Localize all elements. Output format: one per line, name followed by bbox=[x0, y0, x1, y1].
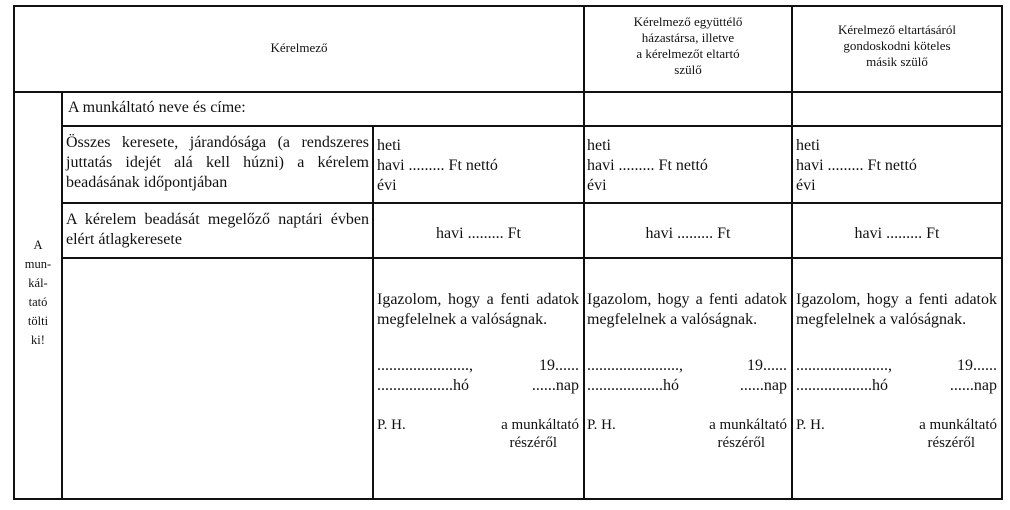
certification-spouse: Igazolom, hogy a fenti adatok megfelelnek a valóságnak. ......................., 19...... ...................hó ......nap P. H. a munkáltató részéről bbox=[587, 291, 787, 451]
average-applicant: havi ......... Ft bbox=[436, 225, 521, 242]
row-divider bbox=[13, 91, 1003, 93]
earnings-spouse: heti havi ......... Ft nettó évi bbox=[587, 137, 708, 194]
row-divider bbox=[61, 257, 1003, 259]
side-label-employer-fills: A mun- kál- tató tölti ki! bbox=[24, 238, 52, 347]
header-other-parent: Kérelmező eltartásáról gondoskodni köteles másik szülő bbox=[837, 22, 956, 69]
date-line-2: ...................hó ......nap bbox=[796, 377, 997, 394]
date-line-2: ...................hó ......nap bbox=[587, 377, 787, 394]
average-spouse: havi ......... Ft bbox=[645, 225, 731, 242]
stamp-line: P. H. a munkáltató bbox=[796, 417, 997, 433]
average-earnings-label: A kérelem beadását megelőző naptári évben elért átlagkeresete bbox=[66, 211, 369, 248]
date-line: ......................., 19...... bbox=[587, 357, 787, 374]
certification-applicant: Igazolom, hogy a fenti adatok megfelelnek a valóságnak. ......................., 19...... ...................hó ......nap P. H. a munkáltató részéről bbox=[377, 291, 579, 451]
stamp-line: P. H. a munkáltató bbox=[377, 417, 579, 433]
column-divider bbox=[791, 5, 793, 500]
row-divider bbox=[61, 125, 1003, 127]
employer-name-label: A munkáltató neve és címe: bbox=[68, 99, 246, 116]
header-spouse: Kérelmező együttélő házastársa, illetve a kérelmezőt eltartó szülő bbox=[633, 14, 743, 77]
row-divider bbox=[61, 202, 1003, 204]
column-divider bbox=[61, 91, 63, 500]
header-applicant: Kérelmező bbox=[270, 40, 328, 55]
column-divider bbox=[583, 5, 585, 500]
certification-other-parent: Igazolom, hogy a fenti adatok megfelelnek a valóságnak. ......................., 19...... ...................hó ......nap P. H. a munkáltató részéről bbox=[796, 291, 997, 451]
earnings-label: Összes keresete, járandósága (a rendszeres juttatás idejét alá kell húzni) a kérelem beadásának időpontjában bbox=[66, 134, 369, 191]
column-divider bbox=[372, 125, 374, 500]
stamp-line: P. H. a munkáltató bbox=[587, 417, 787, 433]
date-line-2: ...................hó ......nap bbox=[377, 377, 579, 394]
average-other-parent: havi ......... Ft bbox=[854, 225, 940, 242]
date-line: ......................., 19...... bbox=[377, 357, 579, 374]
earnings-applicant: heti havi ......... Ft nettó évi bbox=[377, 137, 498, 194]
earnings-other-parent: heti havi ......... Ft nettó évi bbox=[796, 137, 917, 194]
date-line: ......................., 19...... bbox=[796, 357, 997, 374]
